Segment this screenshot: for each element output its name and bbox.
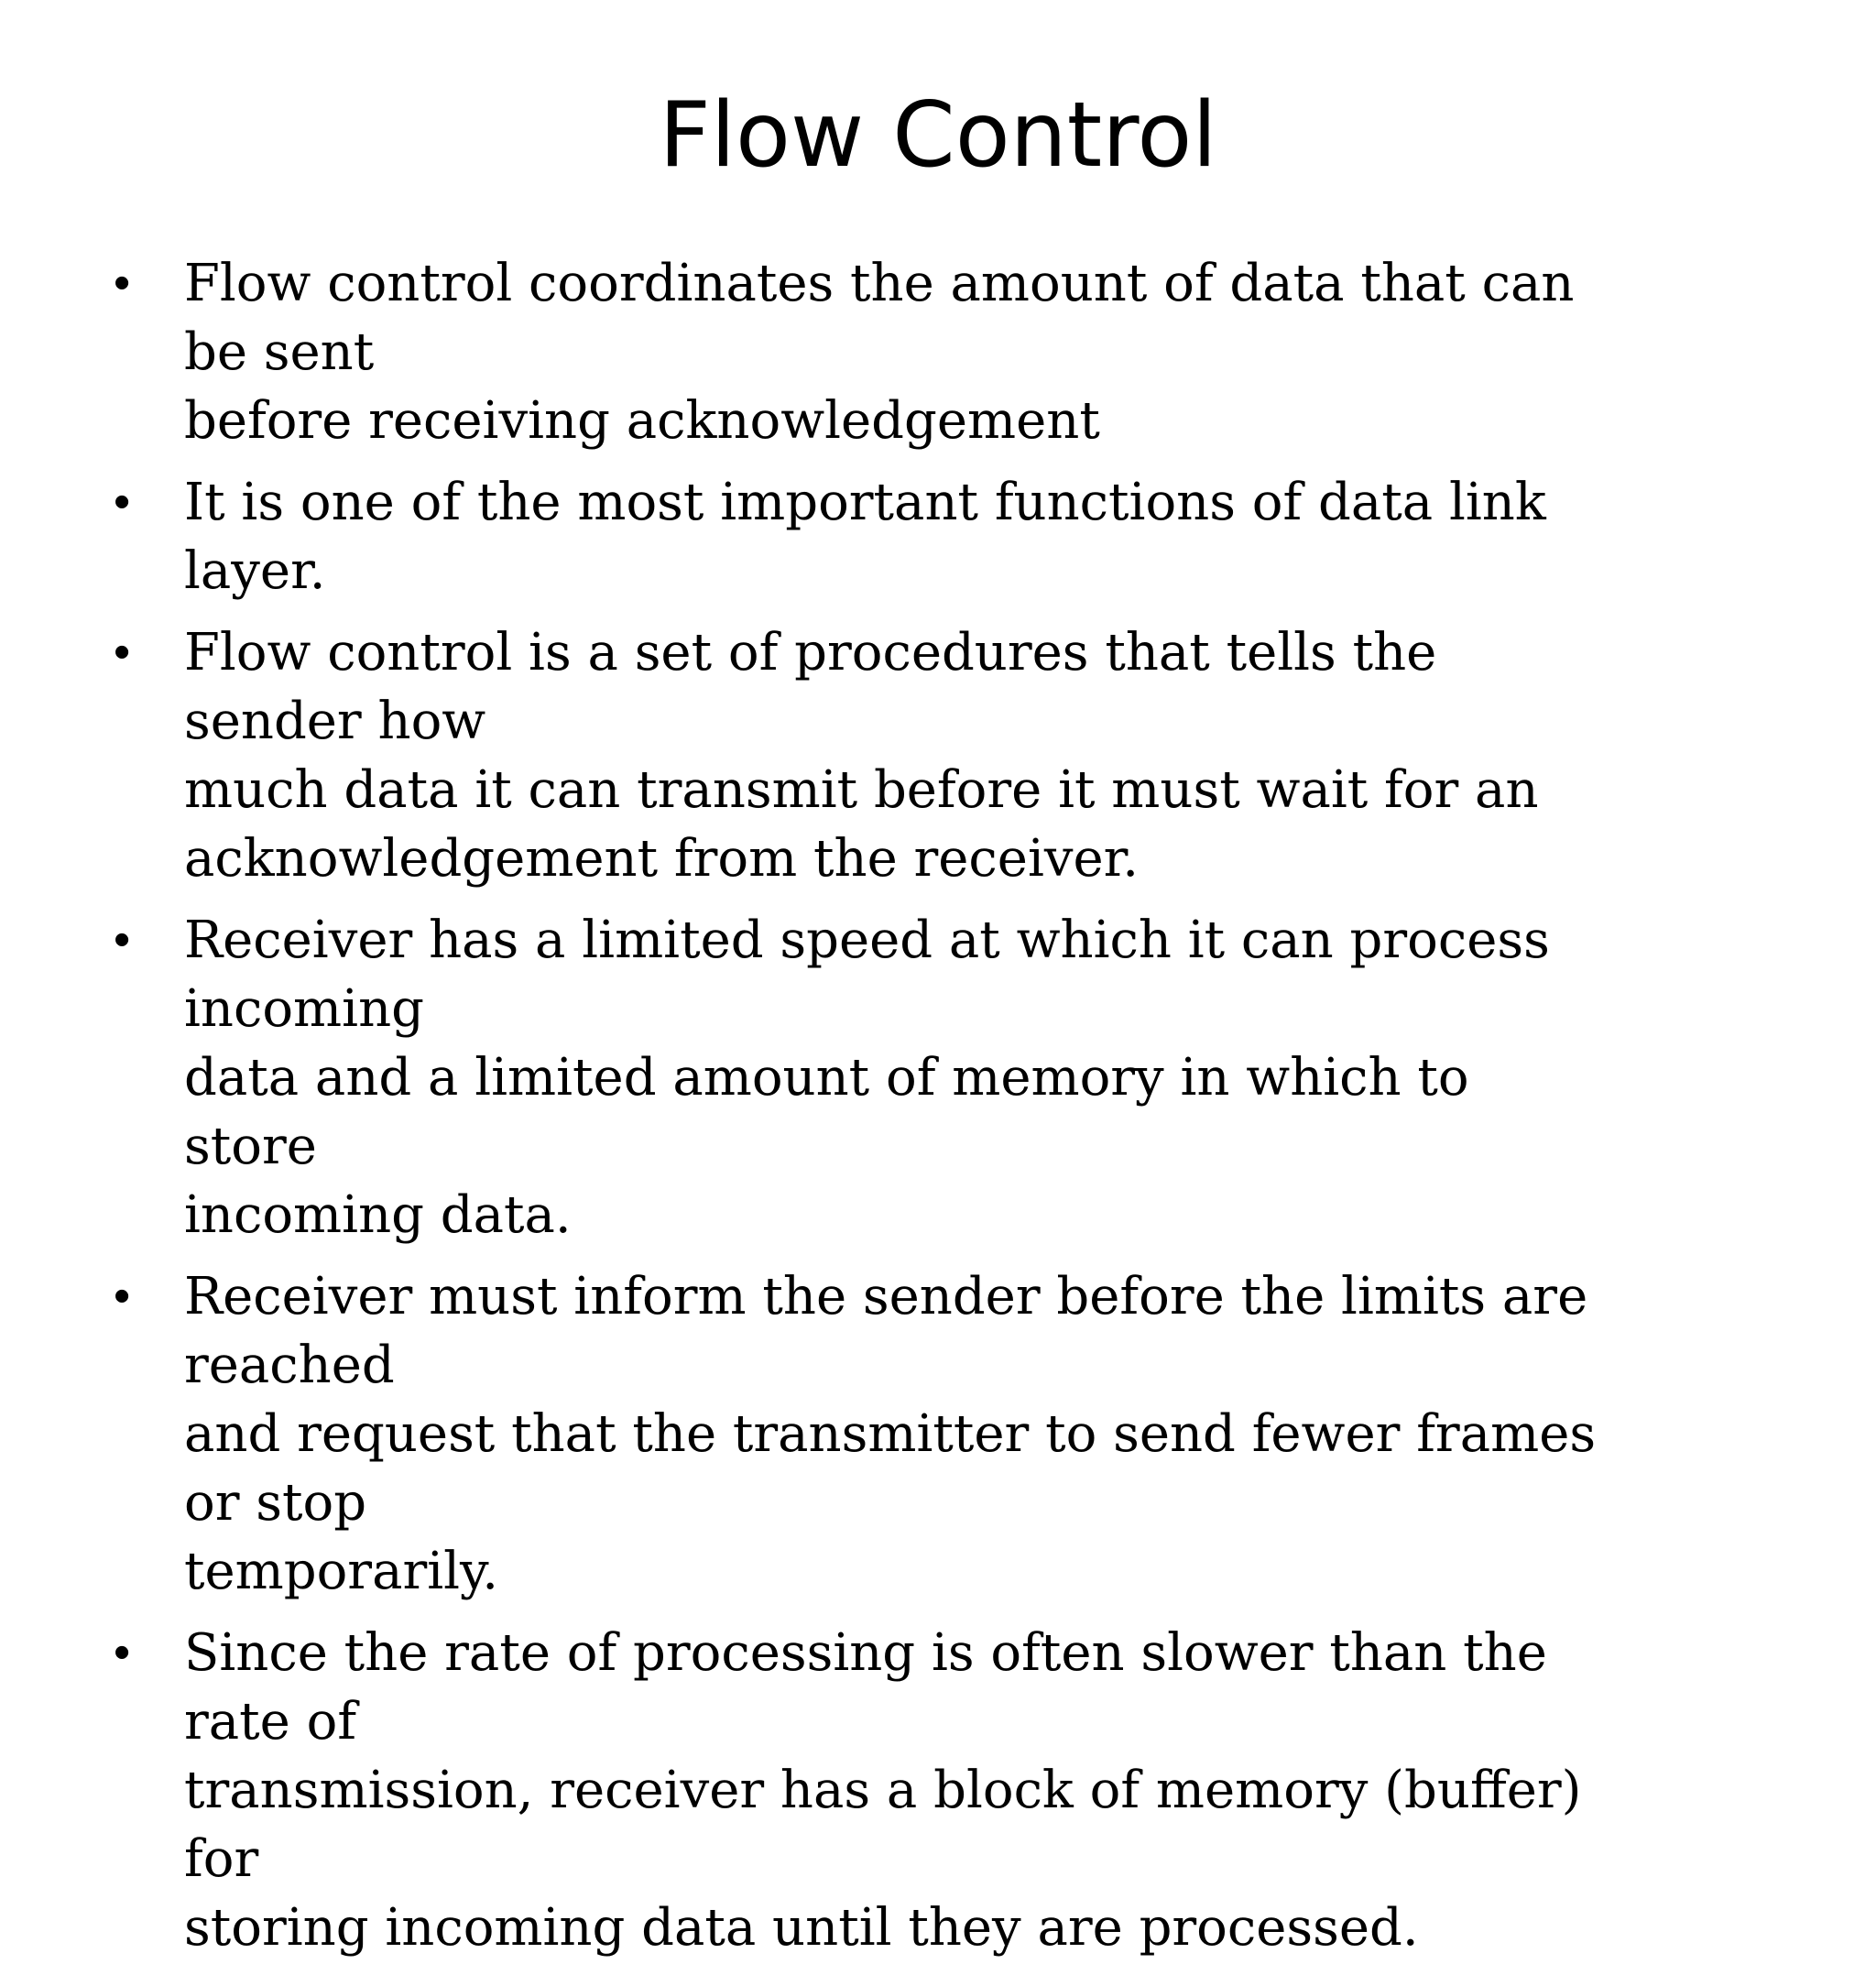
- bullet-icon: •: [114, 626, 131, 679]
- bullet-icon: •: [114, 256, 131, 310]
- bullet-text: Receiver must inform the sender before the limits are reached and request that the transmitter to send fewer frames or stop temporarily.: [184, 1267, 1597, 1601]
- bullet-text: Receiver has a limited speed at which it can process incoming data and a limited amount of memory in which to store incoming data.: [184, 911, 1550, 1245]
- bullet-text: It is one of the most important functions of data link layer.: [184, 473, 1546, 601]
- bullet-item: [0, 249, 1598, 455]
- bullet-icon: •: [114, 913, 131, 966]
- bullet-item: [0, 1262, 1598, 1606]
- bullet-text: Flow control coordinates the amount of data that can be sent before receiving acknowledgement: [184, 254, 1575, 451]
- bullet-text: Since the rate of processing is often slower than the rate of transmission, receiver has a block of memory (buffer) for storing incoming data until they are processed.: [184, 1623, 1582, 1958]
- bullet-item: [0, 468, 1598, 606]
- bullet-icon: •: [114, 475, 131, 529]
- bullet-icon: •: [114, 1626, 131, 1679]
- slide-title: Flow Control: [659, 83, 1217, 188]
- bullet-icon: •: [114, 1270, 131, 1323]
- bullet-item: [0, 618, 1598, 893]
- bullet-text: Flow control is a set of procedures that tells the sender how much data it can transmit before it must wait for an acknowledgement from the receiver.: [184, 623, 1539, 889]
- bullet-list: [0, 249, 1876, 1975]
- bullet-item: [0, 1619, 1598, 1962]
- bullet-item: [0, 906, 1598, 1249]
